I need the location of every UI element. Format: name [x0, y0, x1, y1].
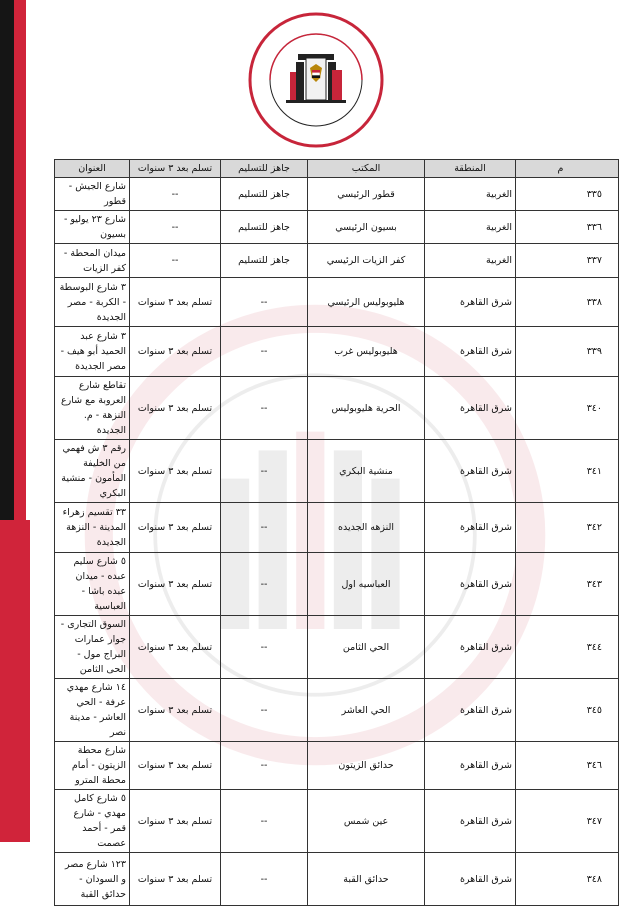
cell-region: شرق القاهرة — [425, 503, 516, 553]
cell-number: ٣٣٨ — [516, 278, 619, 327]
cell-address: ٣ شارع عبد الحميد أبو هيف - مصر الجديدة — [55, 327, 130, 377]
cell-office: كفر الزيات الرئيسي — [308, 244, 425, 278]
cell-ready: جاهز للتسليم — [221, 178, 308, 211]
cell-ready: -- — [221, 790, 308, 853]
cell-region: شرق القاهرة — [425, 440, 516, 503]
cell-region: شرق القاهرة — [425, 853, 516, 906]
cell-number: ٣٤٤ — [516, 616, 619, 679]
cell-number: ٣٤٣ — [516, 553, 619, 616]
cell-after3: تسلم بعد ٣ سنوات — [130, 679, 221, 742]
cell-after3: تسلم بعد ٣ سنوات — [130, 440, 221, 503]
cell-ready: -- — [221, 327, 308, 377]
cell-office: هليوبوليس الرئيسي — [308, 278, 425, 327]
cell-number: ٣٣٩ — [516, 327, 619, 377]
cell-region: شرق القاهرة — [425, 679, 516, 742]
cell-ready: -- — [221, 679, 308, 742]
col-header-number: م — [516, 160, 619, 178]
cell-ready: جاهز للتسليم — [221, 211, 308, 244]
cell-region: شرق القاهرة — [425, 377, 516, 440]
cell-ready: -- — [221, 853, 308, 906]
table-row — [55, 244, 619, 278]
table-row — [55, 278, 619, 327]
cell-after3: -- — [130, 244, 221, 278]
cell-ready: -- — [221, 616, 308, 679]
cell-after3: تسلم بعد ٣ سنوات — [130, 553, 221, 616]
cell-address: تقاطع شارع العروبة مع شارع النزهة - م. الجديدة — [55, 377, 130, 440]
table-row — [55, 211, 619, 244]
table-row — [55, 790, 619, 853]
cell-after3: تسلم بعد ٣ سنوات — [130, 790, 221, 853]
cell-number: ٣٣٧ — [516, 244, 619, 278]
cell-address: ١٢٣ شارع مصر و السودان - حدائق القبة — [55, 853, 130, 906]
cell-number: ٣٤٦ — [516, 742, 619, 790]
table-row — [55, 553, 619, 616]
col-header-region: المنطقة — [425, 160, 516, 178]
cell-address: رقم ٣ ش فهمي من الخليفة المأمون - منشية البكري — [55, 440, 130, 503]
cell-ready: -- — [221, 553, 308, 616]
cell-office: الحرية هليوبوليس — [308, 377, 425, 440]
cell-number: ٣٤٥ — [516, 679, 619, 742]
cell-number: ٣٣٥ — [516, 178, 619, 211]
cell-after3: -- — [130, 178, 221, 211]
cell-ready: -- — [221, 278, 308, 327]
cell-address: ٥ شارع سليم عبده - ميدان عبده باشا - العباسية — [55, 553, 130, 616]
cell-after3: تسلم بعد ٣ سنوات — [130, 278, 221, 327]
cell-after3: تسلم بعد ٣ سنوات — [130, 616, 221, 679]
cell-office: حدائق الزيتون — [308, 742, 425, 790]
table-row — [55, 742, 619, 790]
cell-office: الحي العاشر — [308, 679, 425, 742]
cell-address: ٣٣ تقسيم زهراء المدينة - النزهة الجديدة — [55, 503, 130, 553]
fund-logo — [246, 10, 386, 150]
cell-office: الحي الثامن — [308, 616, 425, 679]
cell-ready: -- — [221, 503, 308, 553]
table-row — [55, 679, 619, 742]
cell-office: النزهه الجديده — [308, 503, 425, 553]
cell-address: شارع محطة الزيتون - أمام محطة المترو — [55, 742, 130, 790]
table-row — [55, 377, 619, 440]
cell-region: شرق القاهرة — [425, 553, 516, 616]
table-row — [55, 616, 619, 679]
cell-address: ٣ شارع البوسطة - الكربة - مصر الجديدة — [55, 278, 130, 327]
cell-address: شارع الجيش - قطور — [55, 178, 130, 211]
cell-number: ٣٤٢ — [516, 503, 619, 553]
cell-ready: -- — [221, 377, 308, 440]
cell-number: ٣٤٧ — [516, 790, 619, 853]
cell-ready: -- — [221, 742, 308, 790]
cell-region: شرق القاهرة — [425, 616, 516, 679]
cell-after3: تسلم بعد ٣ سنوات — [130, 377, 221, 440]
table-row — [55, 440, 619, 503]
cell-address: شارع ٢٣ يوليو - بسيون — [55, 211, 130, 244]
cell-address: ميدان المحطة - كفر الزيات — [55, 244, 130, 278]
cell-number: ٣٤٨ — [516, 853, 619, 906]
cell-after3: تسلم بعد ٣ سنوات — [130, 503, 221, 553]
col-header-after3: تسلم بعد ٣ سنوات — [130, 160, 221, 178]
table-row — [55, 503, 619, 553]
cell-office: بسيون الرئيسي — [308, 211, 425, 244]
cell-office: منشية البكري — [308, 440, 425, 503]
cell-address: ١٤ شارع مهدي عرفة - الحي العاشر - مدينة نصر — [55, 679, 130, 742]
cell-region: الغربية — [425, 178, 516, 211]
cell-region: الغربية — [425, 211, 516, 244]
cell-address: ٥ شارع كامل مهدي - شارع قمر - أحمد عصمت — [55, 790, 130, 853]
cell-address: السوق التجارى - جوار عمارات البراج مول - الحى الثامن — [55, 616, 130, 679]
offices-table — [54, 159, 619, 906]
table-row — [55, 853, 619, 906]
cell-number: ٣٣٦ — [516, 211, 619, 244]
cell-region: شرق القاهرة — [425, 278, 516, 327]
col-header-office: المكتب — [308, 160, 425, 178]
cell-office: هليوبوليس غرب — [308, 327, 425, 377]
cell-after3: تسلم بعد ٣ سنوات — [130, 742, 221, 790]
cell-number: ٣٤١ — [516, 440, 619, 503]
cell-region: شرق القاهرة — [425, 327, 516, 377]
cell-ready: جاهز للتسليم — [221, 244, 308, 278]
table-row — [55, 178, 619, 211]
col-header-address: العنوان — [55, 160, 130, 178]
table-row — [55, 327, 619, 377]
col-header-ready: جاهز للتسليم — [221, 160, 308, 178]
cell-region: شرق القاهرة — [425, 790, 516, 853]
cell-after3: تسلم بعد ٣ سنوات — [130, 327, 221, 377]
left-red-band-lower — [0, 520, 30, 842]
cell-office: حدائق القبة — [308, 853, 425, 906]
cell-region: الغربية — [425, 244, 516, 278]
cell-office: عين شمس — [308, 790, 425, 853]
cell-after3: -- — [130, 211, 221, 244]
cell-region: شرق القاهرة — [425, 742, 516, 790]
cell-ready: -- — [221, 440, 308, 503]
table-header-row — [55, 160, 619, 178]
cell-office: قطور الرئيسي — [308, 178, 425, 211]
cell-office: العباسيه اول — [308, 553, 425, 616]
cell-number: ٣٤٠ — [516, 377, 619, 440]
cell-after3: تسلم بعد ٣ سنوات — [130, 853, 221, 906]
